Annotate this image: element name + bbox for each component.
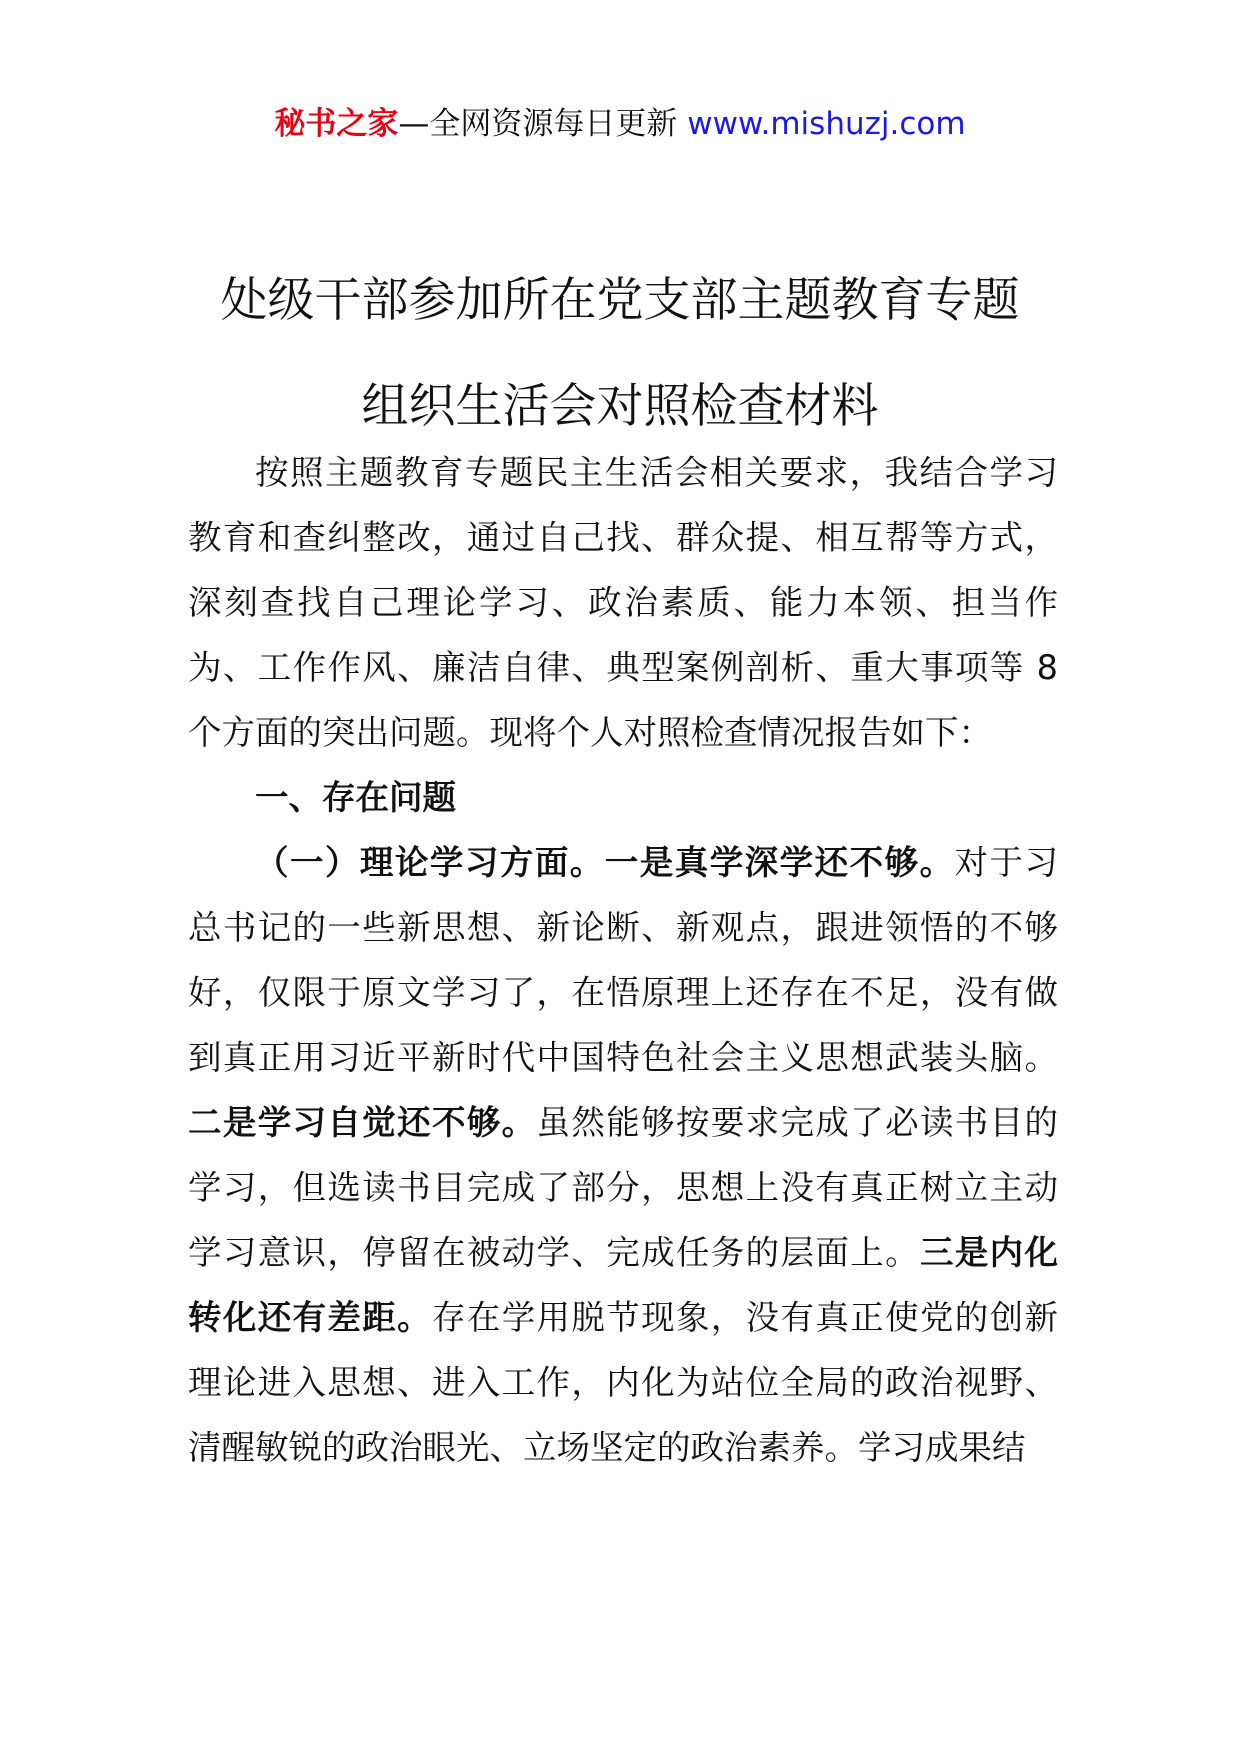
theory-study-text-2: 虽然能够按要求完成了必读书目的学习，但选读书目完成了部分，思想上没有真正树立主动学习意识，停留在被动学、完成任务的层面上。 — [188, 1103, 1059, 1272]
section-heading-problems: 一、存在问题 — [255, 778, 456, 817]
document-title-line-1: 处级干部参加所在党支部主题教育专题 — [220, 273, 1020, 328]
site-tagline: —全网资源每日更新 — [398, 106, 688, 142]
theory-study-point-2: 二是学习自觉还不够。 — [188, 1103, 537, 1142]
intro-paragraph: 按照主题教育专题民主生活会相关要求，我结合学习教育和查纠整改，通过自己找、群众提、相互帮等方式，深刻查找自己理论学习、政治素质、能力本领、担当作为、工作作风、廉洁自律、典型案例剖析、重大事项等 8 个方面的突出问题。现将个人对照检查情况报告如下： — [188, 453, 1058, 752]
document-title — [0, 248, 1240, 460]
theory-study-lead: （一）理论学习方面。一是真学深学还不够。 — [255, 843, 955, 882]
theory-study-point-3: 三是内化转化还有差距。 — [188, 1233, 1059, 1337]
theory-study-text-1: 对于习总书记的一些新思想、新论断、新观点，跟进领悟的不够好，仅限于原文学习了，在悟原理上还存在不足，没有做到真正用习近平新时代中国特色社会主义思想武装头脑。 — [188, 843, 1059, 1077]
site-brand: 秘书之家 — [274, 106, 399, 142]
site-header — [0, 102, 1240, 146]
theory-study-text-3: 存在学用脱节现象，没有真正使党的创新理论进入思想、进入工作，内化为站位全局的政治视野、清醒敏锐的政治眼光、立场坚定的政治素养。学习成果结 — [188, 1298, 1059, 1467]
site-url-link[interactable]: www.mishuzj.com — [687, 106, 966, 142]
document-title-line-2: 组织生活会对照检查材料 — [361, 379, 879, 434]
document-body — [188, 440, 1058, 1480]
theory-study-paragraph — [188, 830, 1058, 1480]
